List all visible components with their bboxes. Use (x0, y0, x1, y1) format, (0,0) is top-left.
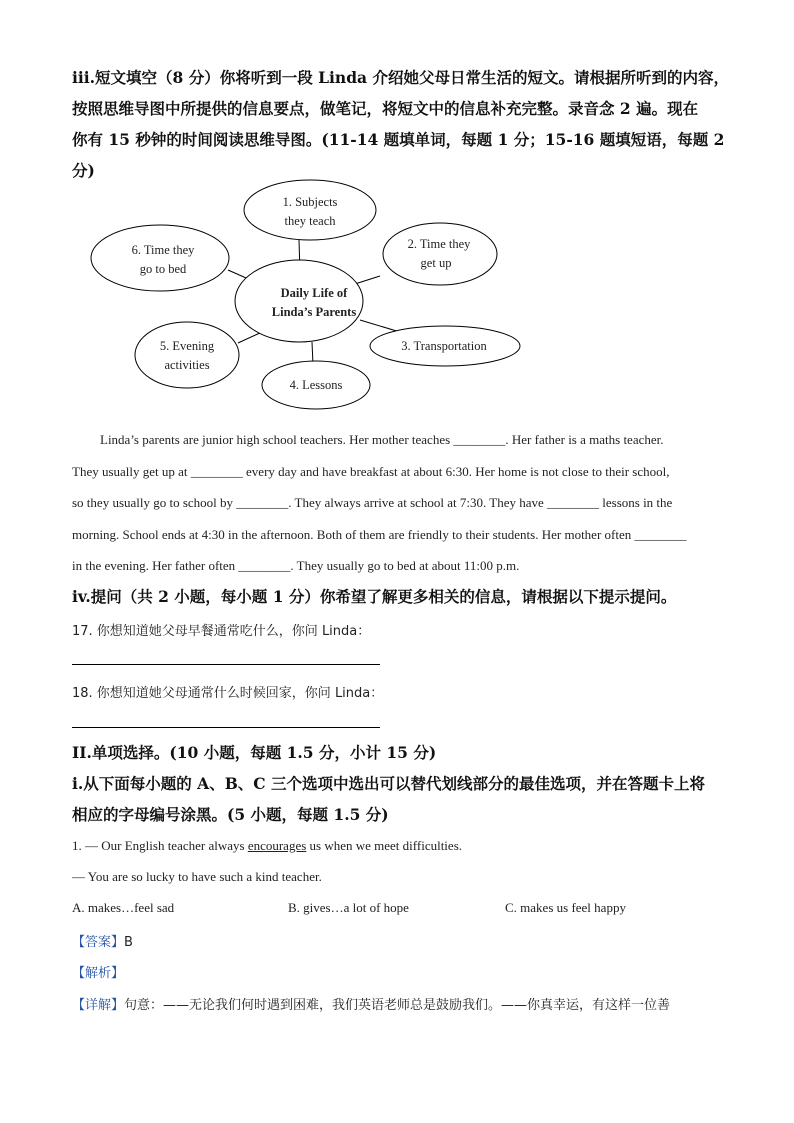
q1-line1-pre: 1. — Our English teacher always (72, 838, 248, 853)
analysis-row (72, 962, 732, 981)
passage-line4: morning. School ends at 4:30 in the afternoon. Both of them are friendly to their students. Her mother often ________ (72, 527, 687, 542)
center-node (235, 260, 363, 342)
center-line1: Daily Life of (280, 286, 348, 300)
node1-line2: they teach (284, 214, 336, 228)
answer-label: 【答案】 (72, 935, 125, 950)
option-c[interactable]: C. makes us feel happy (505, 900, 626, 915)
question-18: 18. 你想知道她父母通常什么时候回家，你问 Linda： (72, 686, 384, 701)
node4-label: 4. Lessons (289, 378, 343, 392)
section-iii-heading-line1: iii.短文填空（8 分）你将听到一段 Linda 介绍她父母日常生活的短文。请根据所听到的内容， (72, 68, 729, 87)
answer-line-18[interactable] (72, 727, 380, 728)
node5-line1: 5. Evening (159, 339, 215, 353)
section-iii-heading-line2: 按照思维导图中所提供的信息要点，做笔记，将短文中的信息补充完整。录音念 2 遍。现在 (72, 99, 699, 118)
detail-text: 句意：——无论我们何时遇到困难，我们英语老师总是鼓励我们。——你真幸运，有这样一位善 (124, 998, 671, 1013)
option-b[interactable]: B. gives…a lot of hope (288, 900, 409, 915)
node5-line2: activities (164, 358, 210, 372)
section-II-sub-line1: i.从下面每小题的 A、B、C 三个选项中选出可以替代划线部分的最佳选项，并在答题卡上将 (72, 774, 706, 793)
q1-line1 (72, 838, 732, 854)
detail-label: 【详解】 (72, 998, 125, 1013)
answer-line-17[interactable] (72, 664, 380, 665)
node1-line1: 1. Subjects (282, 195, 338, 209)
q1-line2: — You are so lucky to have such a kind teacher. (72, 869, 322, 884)
answer-value: B (124, 935, 133, 950)
analysis-label: 【解析】 (72, 966, 125, 981)
node-evening (135, 322, 239, 388)
passage-line1: Linda’s parents are junior high school teachers. Her mother teaches ________. Her father is a maths teacher. (100, 432, 664, 447)
section-iii-heading-line3: 你有 15 秒钟的时间阅读思维导图。(11-14 题填单词，每题 1 分；15-16 题填短语，每题 2 分) (72, 130, 725, 180)
node3-label: 3. Transportation (401, 339, 487, 353)
node-subjects (244, 180, 376, 240)
connector-3 (360, 320, 400, 332)
passage-line3: so they usually go to school by ________. They always arrive at school at 7:30. They have ________ lessons in the (72, 495, 673, 510)
node2-line2: get up (420, 256, 452, 270)
passage-line2: They usually get up at ________ every day and have breakfast at about 6:30. Her home is not close to their school, (72, 464, 670, 479)
question-17: 17. 你想知道她父母早餐通常吃什么，你问 Linda： (72, 624, 371, 639)
answer-row (72, 931, 732, 950)
section-II-heading: II.单项选择。(10 小题，每题 1.5 分，小计 15 分) (72, 743, 437, 762)
section-iv-heading: iv.提问（共 2 小题，每小题 1 分）你希望了解更多相关的信息，请根据以下提示提问。 (72, 587, 677, 606)
connector-5 (238, 332, 262, 343)
mind-map (0, 170, 794, 415)
node-time-up (383, 223, 497, 285)
section-II-sub-line2: 相应的字母编号涂黑。(5 小题，每题 1.5 分) (72, 805, 389, 824)
passage-line5: in the evening. Her father often ________. They usually go to bed at about 11:00 p.m. (72, 558, 520, 573)
node2-line1: 2. Time they (407, 237, 471, 251)
node6-line2: go to bed (139, 262, 187, 276)
center-line2: Linda’s Parents (271, 305, 357, 319)
node6-line1: 6. Time they (131, 243, 195, 257)
q1-line1-post: us when we meet difficulties. (306, 838, 463, 853)
node-time-bed (91, 225, 229, 291)
option-a[interactable]: A. makes…feel sad (72, 900, 175, 915)
q1-underlined-word: encourages (247, 838, 307, 853)
detail-row (72, 994, 732, 1013)
